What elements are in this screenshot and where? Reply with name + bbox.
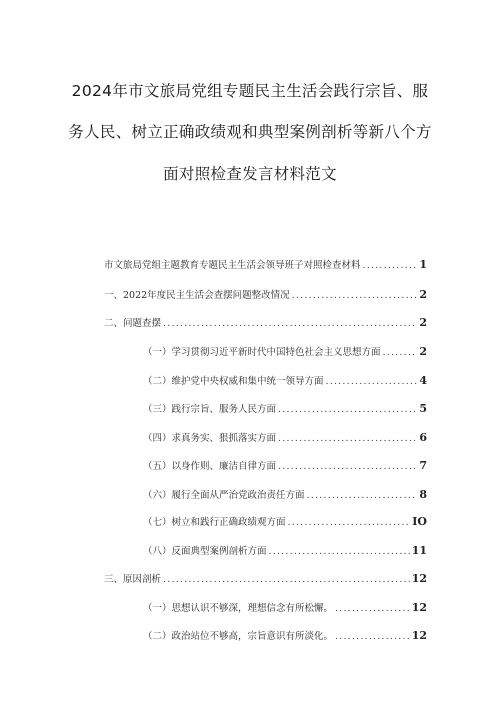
toc-page-number: 12 bbox=[411, 572, 427, 585]
toc-entry-text: （一）思想认识不够深，理想信念有所松懈。 bbox=[143, 603, 334, 614]
toc-leader-dots bbox=[163, 318, 417, 329]
toc-leader-dots bbox=[326, 376, 418, 387]
toc-entry-text: （一）学习贯彻习近平新时代中国特色社会主义思想方面 bbox=[143, 347, 381, 358]
toc-page-number: 4 bbox=[419, 374, 427, 387]
toc-page-number: 2 bbox=[419, 345, 427, 358]
toc-entry-text: （六）履行全面从严治党政治责任方面 bbox=[143, 490, 305, 501]
toc-entry-text: （二）维护党中央权威和集中统一领导方面 bbox=[143, 376, 324, 387]
toc-entry-text: （八）反面典型案例剖析方面 bbox=[143, 546, 267, 557]
toc-entry bbox=[104, 287, 427, 301]
toc-page-number: 8 bbox=[419, 488, 427, 501]
toc-leader-dots bbox=[288, 517, 411, 528]
toc-leader-dots bbox=[335, 631, 410, 642]
toc-page-number: 2 bbox=[419, 288, 427, 301]
toc-entry bbox=[143, 628, 427, 642]
toc-page-number: 7 bbox=[419, 459, 427, 472]
toc-entry bbox=[143, 600, 427, 614]
document-title-line-2: 务人民、树立正确政绩观和典型案例剖析等新八个方 bbox=[68, 123, 432, 141]
toc-leader-dots bbox=[363, 260, 418, 271]
toc-page-number: 12 bbox=[411, 601, 427, 614]
toc-leader-dots bbox=[278, 404, 417, 415]
toc-leader-dots bbox=[307, 490, 418, 501]
toc-page-number: 2 bbox=[419, 316, 427, 329]
toc-entry bbox=[143, 487, 427, 501]
toc-entry-text: （七）树立和践行正确政绩观方面 bbox=[143, 517, 286, 528]
toc-page-number: 11 bbox=[411, 544, 427, 557]
toc-page-number: 1 bbox=[419, 258, 427, 271]
toc-entry bbox=[143, 514, 427, 528]
toc-page-number: IO bbox=[412, 515, 427, 528]
toc-entry bbox=[143, 344, 427, 358]
toc-entry bbox=[143, 430, 427, 444]
toc-leader-dots bbox=[278, 461, 417, 472]
toc-page-number: 12 bbox=[411, 629, 427, 642]
toc-entry-text: 一、2022年度民主生活会查摆问题整改情况 bbox=[104, 290, 290, 301]
toc-entry-text: （三）践行宗旨、服务人民方面 bbox=[143, 404, 277, 415]
document-title-line-1: 2024年市文旅局党组专题民主生活会践行宗旨、服 bbox=[71, 82, 429, 100]
toc-leader-dots bbox=[292, 290, 418, 301]
toc-leader-dots bbox=[335, 603, 410, 614]
toc-leader-dots bbox=[383, 347, 418, 358]
toc-leader-dots bbox=[278, 433, 417, 444]
toc-entry-text: 二、问题查摆 bbox=[104, 318, 162, 329]
document-title-line-3: 面对照检查发言材料范文 bbox=[163, 165, 337, 183]
toc-entry-text: （二）政治站位不够高，宗旨意识有所淡化。 bbox=[143, 631, 334, 642]
toc-entry bbox=[104, 257, 427, 271]
toc-entry-text: （四）求真务实、狠抓落实方面 bbox=[143, 433, 277, 444]
toc-entry bbox=[143, 458, 427, 472]
toc-entry-text: 三、原因剖析 bbox=[104, 574, 162, 585]
toc-leader-dots bbox=[269, 546, 410, 557]
toc-entry bbox=[143, 373, 427, 387]
toc-entry-text: （五）以身作则、廉洁自律方面 bbox=[143, 461, 277, 472]
toc-leader-dots bbox=[163, 574, 410, 585]
toc-page-number: 6 bbox=[419, 431, 427, 444]
toc-entry bbox=[104, 571, 427, 585]
toc-entry bbox=[104, 315, 427, 329]
toc-entry-text: 市文旅局党组主题教育专题民主生活会领导班子对照检查材料 bbox=[104, 260, 361, 271]
toc-page-number: 5 bbox=[419, 402, 427, 415]
toc-entry bbox=[143, 543, 427, 557]
toc-entry bbox=[143, 401, 427, 415]
